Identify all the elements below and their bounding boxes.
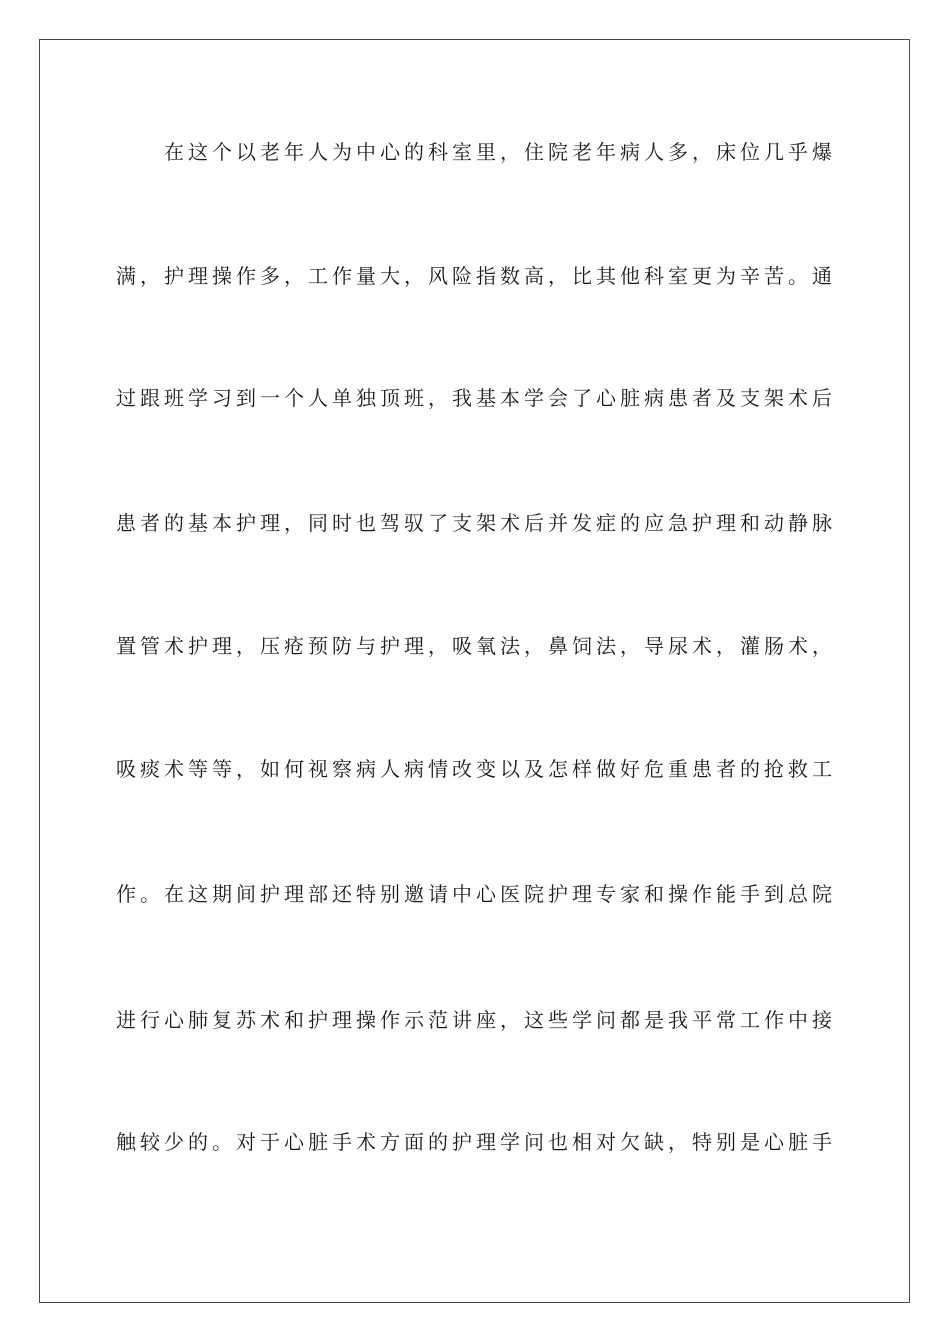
paragraph-line-6: 吸痰术等等，如何视察病人病情改变以及怎样做好危重患者的抢救工 — [116, 757, 832, 781]
page-border — [39, 39, 910, 1303]
paragraph-line-9: 触较少的。对于心脏手术方面的护理学问也相对欠缺，特别是心脏手 — [116, 1130, 832, 1154]
paragraph-line-2: 满，护理操作多，工作量大，风险指数高，比其他科室更为辛苦。通 — [116, 264, 832, 288]
paragraph-line-7: 作。在这期间护理部还特别邀请中心医院护理专家和操作能手到总院 — [116, 882, 832, 906]
paragraph-line-3: 过跟班学习到一个人单独顶班，我基本学会了心脏病患者及支架术后 — [116, 386, 832, 410]
paragraph-line-4: 患者的基本护理，同时也驾驭了支架术后并发症的应急护理和动静脉 — [116, 511, 832, 535]
paragraph-line-8: 进行心肺复苏术和护理操作示范讲座，这些学问都是我平常工作中接 — [116, 1008, 832, 1032]
paragraph-line-5: 置管术护理，压疮预防与护理，吸氧法，鼻饲法，导尿术，灌肠术， — [116, 634, 832, 658]
paragraph-line-1: 在这个以老年人为中心的科室里，住院老年病人多，床位几乎爆 — [164, 140, 832, 164]
